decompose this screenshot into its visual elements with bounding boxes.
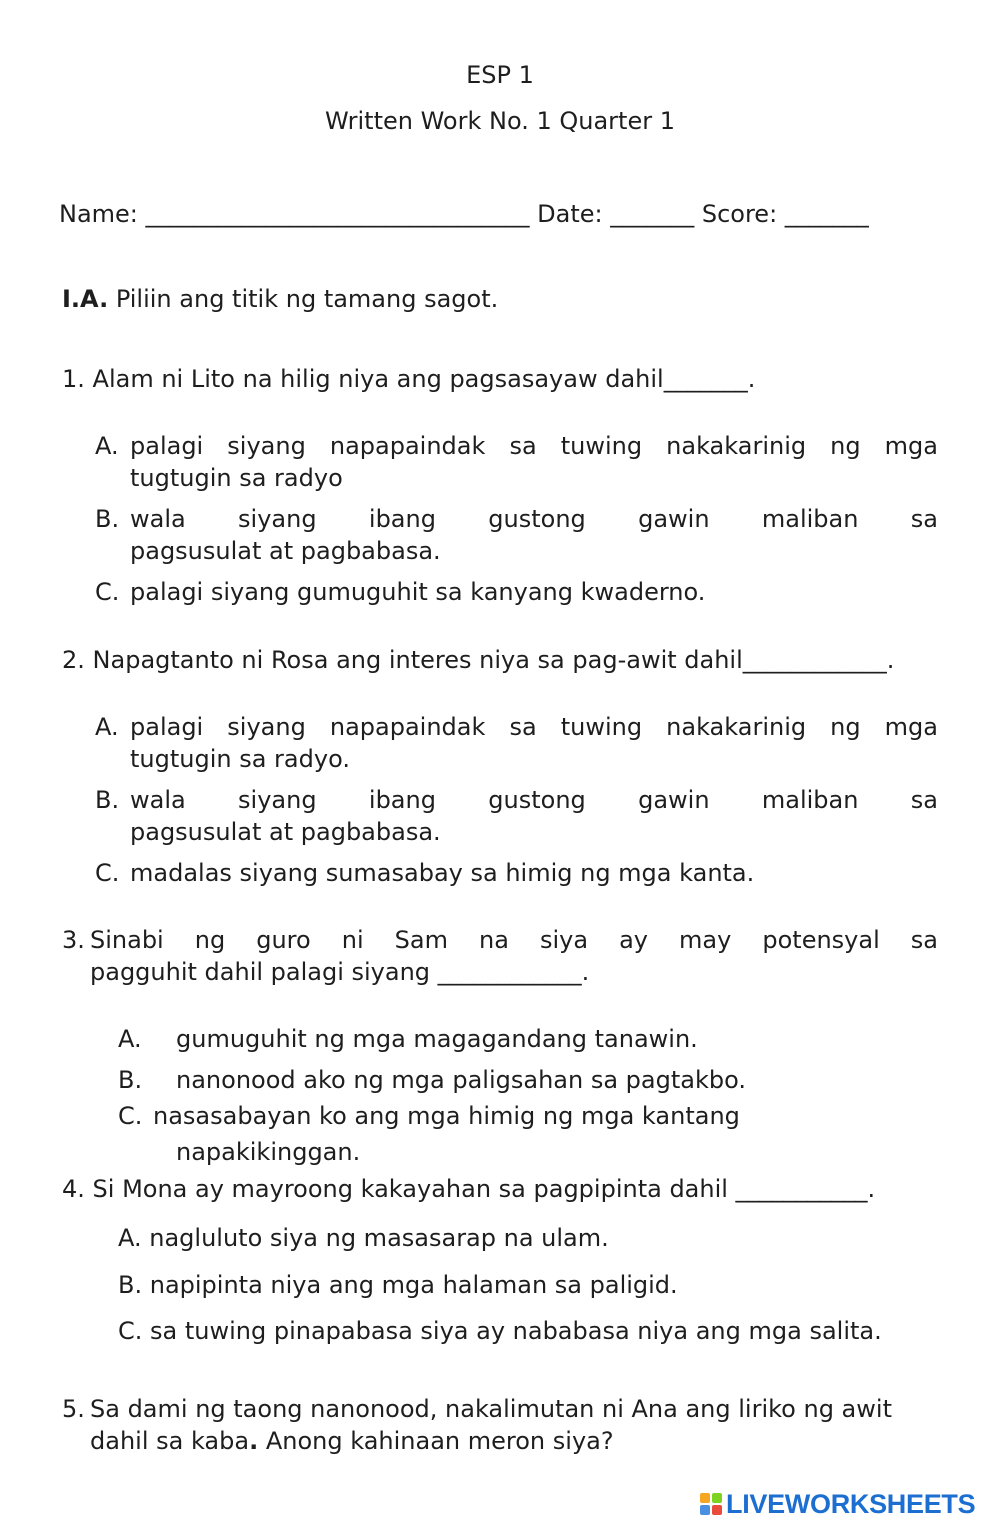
choice-text: nagluluto siya ng masasarap na ulam. — [149, 1224, 609, 1252]
choice-text: palagi siyang napapaindak sa tuwing nakakarinig ng mga — [130, 432, 938, 460]
question-text-cont: dahil sa kaba. Anong kahinaan meron siya? — [90, 1427, 614, 1455]
question-2 — [62, 644, 894, 676]
choice-letter: B. — [118, 1066, 143, 1094]
name-date-score-line: Name: ________________________________ Date: _______ Score: _______ — [59, 200, 869, 228]
choice-text: wala siyang ibang gustong gawin maliban sa — [130, 786, 938, 814]
choice-letter: B. — [118, 1271, 143, 1299]
choice-letter: C. — [118, 1317, 143, 1345]
choice-letter: A. — [95, 432, 119, 460]
subject-title: ESP 1 — [466, 61, 534, 89]
choice-c — [118, 1315, 882, 1347]
liveworksheets-logo-text: LIVEWORKSHEETS — [726, 1489, 976, 1519]
question-4 — [62, 1173, 875, 1205]
question-text: Sa dami ng taong nanonood, nakalimutan ni Ana ang liriko ng awit — [90, 1395, 892, 1423]
choice-letter: B. — [95, 786, 120, 814]
choice-text: wala siyang ibang gustong gawin maliban sa — [130, 505, 938, 533]
choice-letter: A. — [118, 1224, 142, 1252]
choice-letter: C. — [95, 578, 120, 606]
choice-text: gumuguhit ng mga magagandang tanawin. — [176, 1025, 698, 1053]
instruction-text: Piliin ang titik ng tamang sagot. — [108, 285, 499, 313]
question-text: Napagtanto ni Rosa ang interes niya sa pag-awit dahil____________. — [92, 646, 895, 674]
choice-text-cont: tugtugin sa radyo — [130, 464, 343, 492]
choice-letter: B. — [95, 505, 120, 533]
liveworksheets-logo — [700, 1488, 975, 1520]
choice-letter: C. — [118, 1102, 143, 1130]
choice-letter: C. — [95, 859, 120, 887]
choice-text: nasasabayan ko ang mga himig ng mga kantang — [153, 1102, 740, 1130]
question-text: Sinabi ng guro ni Sam na siya ay may potensyal sa — [90, 926, 938, 954]
choice-text-cont: pagsusulat at pagbabasa. — [130, 818, 441, 846]
choice-text: palagi siyang gumuguhit sa kanyang kwaderno. — [130, 578, 706, 606]
question-number: 4. — [62, 1175, 85, 1203]
question-text: Alam ni Lito na hilig niya ang pagsasayaw dahil_______. — [92, 365, 756, 393]
choice-text: nanonood ako ng mga paligsahan sa pagtakbo. — [176, 1066, 746, 1094]
question-text: Si Mona ay mayroong kakayahan sa pagpipinta dahil ___________. — [92, 1175, 876, 1203]
choice-text: madalas siyang sumasabay sa himig ng mga kanta. — [130, 859, 755, 887]
question-text-cont: pagguhit dahil palagi siyang ____________. — [90, 958, 590, 986]
question-number: 1. — [62, 365, 85, 393]
instruction-label: I.A. — [62, 285, 109, 313]
choice-text-cont: pagsusulat at pagbabasa. — [130, 537, 441, 565]
worksheet-subtitle: Written Work No. 1 Quarter 1 — [324, 107, 675, 135]
instruction — [62, 283, 498, 315]
choice-text: sa tuwing pinapabasa siya ay nababasa niya ang mga salita. — [150, 1317, 882, 1345]
choice-letter: A. — [95, 713, 119, 741]
choice-letter: A. — [118, 1025, 142, 1053]
choice-text-cont: napakikinggan. — [176, 1138, 361, 1166]
choice-text: napipinta niya ang mga halaman sa paligid. — [149, 1271, 678, 1299]
question-number: 3. — [62, 926, 85, 954]
choice-text-cont: tugtugin sa radyo. — [130, 745, 350, 773]
question-number: 2. — [62, 646, 85, 674]
choice-a — [118, 1222, 609, 1254]
choice-text: palagi siyang napapaindak sa tuwing nakakarinig ng mga — [130, 713, 938, 741]
question-number: 5. — [62, 1395, 85, 1423]
question-1 — [62, 363, 755, 395]
liveworksheets-logo-icon — [700, 1493, 722, 1515]
choice-b — [118, 1269, 678, 1301]
